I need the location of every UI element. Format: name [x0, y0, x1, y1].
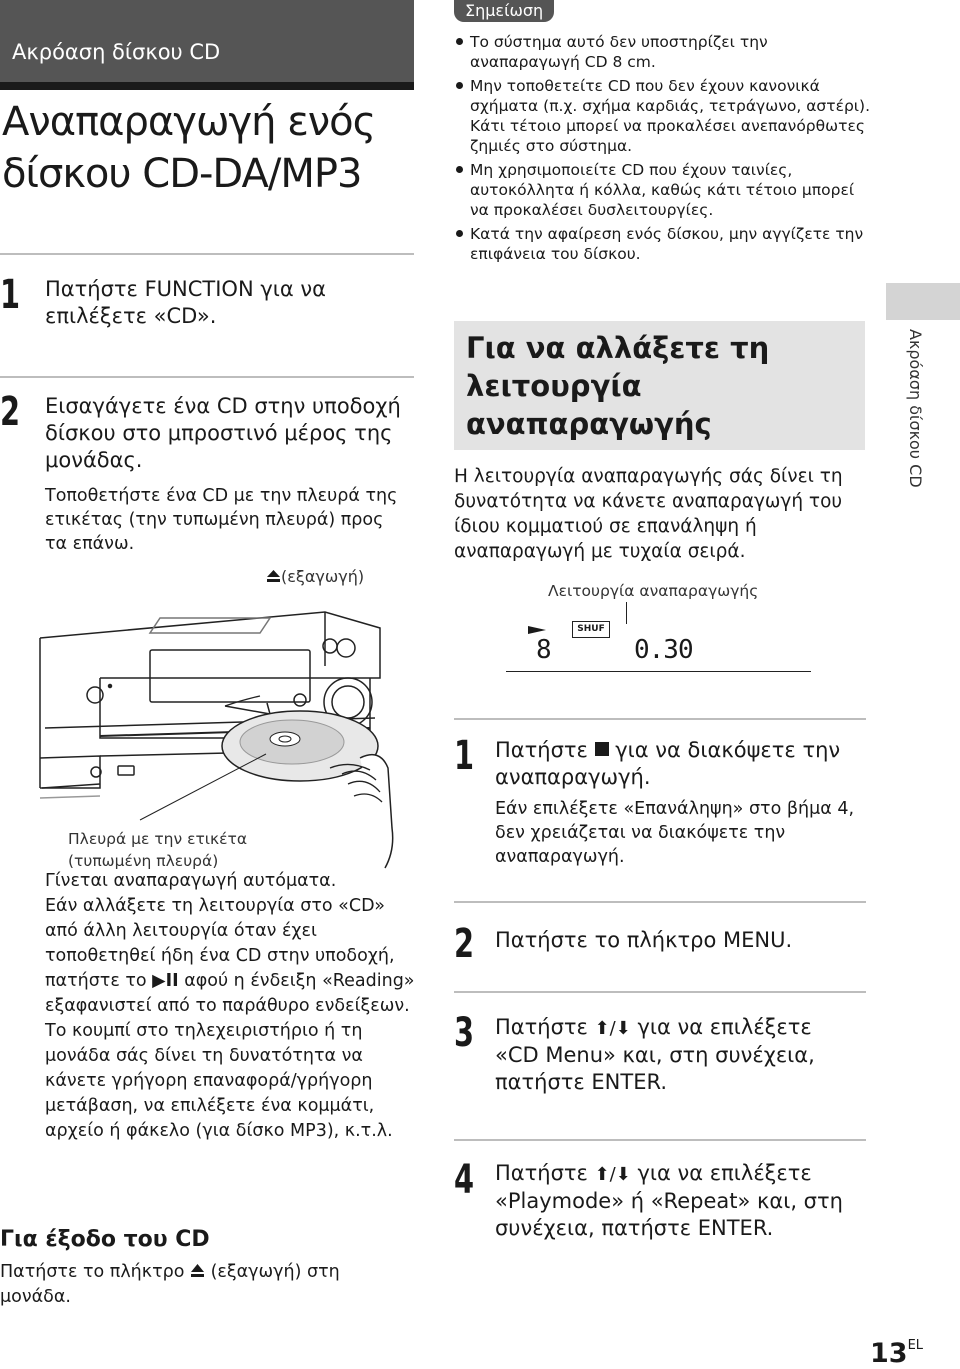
title-line: Αναπαραγωγή ενός	[2, 99, 376, 145]
label-side-caption: Πλευρά με την ετικέτα (τυπωμένη πλευρά)	[68, 830, 248, 870]
step-number: 1	[454, 733, 475, 779]
autoplay-line: Γίνεται αναπαραγωγή αυτόματα.	[45, 871, 337, 891]
side-tab-label: Ακρόαση δίσκου CD	[906, 329, 925, 488]
step-pre: Πατήστε	[495, 1161, 595, 1185]
eject-icon	[190, 1263, 205, 1278]
play-pause-icon: ▶II	[152, 971, 179, 991]
display-caption: Λειτουργία αναπαραγωγής	[548, 582, 759, 600]
exit-pre: Πατήστε το πλήκτρο	[0, 1262, 190, 1282]
up-down-arrow-icon: ⬆/⬇	[594, 1018, 631, 1039]
display-panel	[506, 613, 811, 672]
page-title	[2, 96, 414, 200]
eject-label	[266, 566, 364, 588]
up-down-arrow-icon: ⬆/⬇	[594, 1164, 631, 1185]
step-text: Εισαγάγετε ένα CD στην υποδοχή δίσκου στο μπροστινό μέρος της μονάδας.	[45, 394, 401, 472]
divider	[0, 253, 414, 255]
step-number: 4	[454, 1157, 475, 1203]
step-post: για να διακόψετε την αναπαραγωγή.	[495, 738, 841, 789]
step-number: 3	[454, 1010, 475, 1056]
step-post: για να επιλέξετε «Playmode» ή «Repeat» και, στη συνέχεια, πατήστε ENTER.	[495, 1161, 843, 1240]
divider	[0, 376, 414, 378]
step-post: για να επιλέξετε «CD Menu» και, στη συνέχεια, πατήστε ENTER.	[495, 1015, 815, 1094]
play-mode-heading-box	[454, 321, 865, 450]
step-pre: Πατήστε	[495, 738, 595, 762]
shuffle-badge: SHUF	[572, 621, 610, 638]
autoplay-text	[45, 869, 415, 1144]
display-track: 8	[536, 635, 552, 665]
remote-paragraph: Το κουμπί στο τηλεχειριστήριο ή τη μονάδα σάς δίνει τη δυνατότητα να κάνετε γρήγορη επαναφορά/γρήγορη μετάβαση, να επιλέξετε ένα κομμάτι, αρχείο ή φάκελο (για δίσκο MP3), κ.τ.λ.	[45, 1021, 393, 1141]
exit-post: (εξαγωγή) στη μονάδα.	[0, 1262, 340, 1307]
side-tab-marker	[886, 283, 960, 320]
note-item: Μην τοποθετείτε CD που δεν έχουν κανονικά σχήματα (π.χ. σχήμα καρδιάς, τετράγωνο, αστέρι). Κάτι τέτοιο μπορεί να προκαλέσει ανεπανόρθωτες ζημιές στο σύστημα.	[454, 76, 874, 156]
page-suffix: EL	[907, 1338, 924, 1353]
reading-post: αφού η ένδειξη «Reading» εξαφανιστεί από το παράθυρο ενδείξεων.	[45, 971, 415, 1016]
stop-icon	[595, 742, 609, 756]
step-text	[495, 1160, 860, 1242]
step-text: Πατήστε FUNCTION για να επιλέξετε «CD».	[45, 277, 326, 328]
section-header	[0, 0, 414, 86]
play-mode-heading: Για να αλλάξετε τη λειτουργία αναπαραγωγής	[466, 331, 770, 441]
divider	[454, 901, 866, 903]
divider	[454, 1139, 866, 1141]
eject-icon	[266, 569, 281, 583]
reading-paragraph	[45, 894, 415, 1019]
note-badge: Σημείωση	[454, 0, 554, 22]
header-rule	[0, 82, 414, 90]
eject-label-text: (εξαγωγή)	[281, 567, 365, 586]
step-text	[495, 1014, 860, 1096]
title-line: δίσκου CD-DA/MP3	[2, 151, 362, 197]
step-number: 2	[454, 921, 475, 967]
section-title: Ακρόαση δίσκου CD	[12, 40, 221, 64]
divider	[454, 718, 866, 720]
step-subtext: Εάν επιλέξετε «Επανάληψη» στο βήμα 4, δεν χρειάζεται να διακόψετε την αναπαραγωγή.	[495, 799, 855, 867]
play-mode-intro: Η λειτουργία αναπαραγωγής σάς δίνει τη δυνατότητα να κάνετε αναπαραγωγή του ίδιου κομματιού σε επανάληψη ή αναπαραγωγή με τυχαία σειρά.	[454, 466, 843, 562]
page-number-value: 13	[870, 1338, 908, 1369]
note-item: Κατά την αφαίρεση ενός δίσκου, μην αγγίζετε την επιφάνεια του δίσκου.	[454, 224, 874, 264]
step-number: 1	[0, 272, 21, 318]
note-list	[454, 32, 874, 268]
reading-pre: Εάν αλλάξετε τη λειτουργία στο «CD» από άλλη λειτουργία όταν έχει τοποθετηθεί ήδη ένα CD στην υποδοχή, πατήστε το	[45, 896, 395, 991]
display-time: 0.30	[634, 635, 693, 665]
step-text: Πατήστε το πλήκτρο MENU.	[495, 928, 793, 952]
step-pre: Πατήστε	[495, 1015, 595, 1039]
step-number: 2	[0, 389, 21, 435]
exit-cd-text	[0, 1260, 380, 1310]
note-item: Το σύστημα αυτό δεν υποστηρίζει την αναπαραγωγή CD 8 cm.	[454, 32, 874, 72]
note-item: Μη χρησιμοποιείτε CD που έχουν ταινίες, αυτοκόλλητα ή κόλλα, καθώς κάτι τέτοιο μπορεί να προκαλέσει δυσλειτουργίες.	[454, 160, 874, 220]
step-text	[495, 737, 855, 791]
exit-cd-heading: Για έξοδο του CD	[0, 1227, 210, 1252]
page-number	[870, 1338, 923, 1369]
step-subtext: Τοποθετήστε ένα CD με την πλευρά της ετικέτας (την τυπωμένη πλευρά) προς τα επάνω.	[45, 486, 398, 554]
divider	[454, 991, 866, 993]
